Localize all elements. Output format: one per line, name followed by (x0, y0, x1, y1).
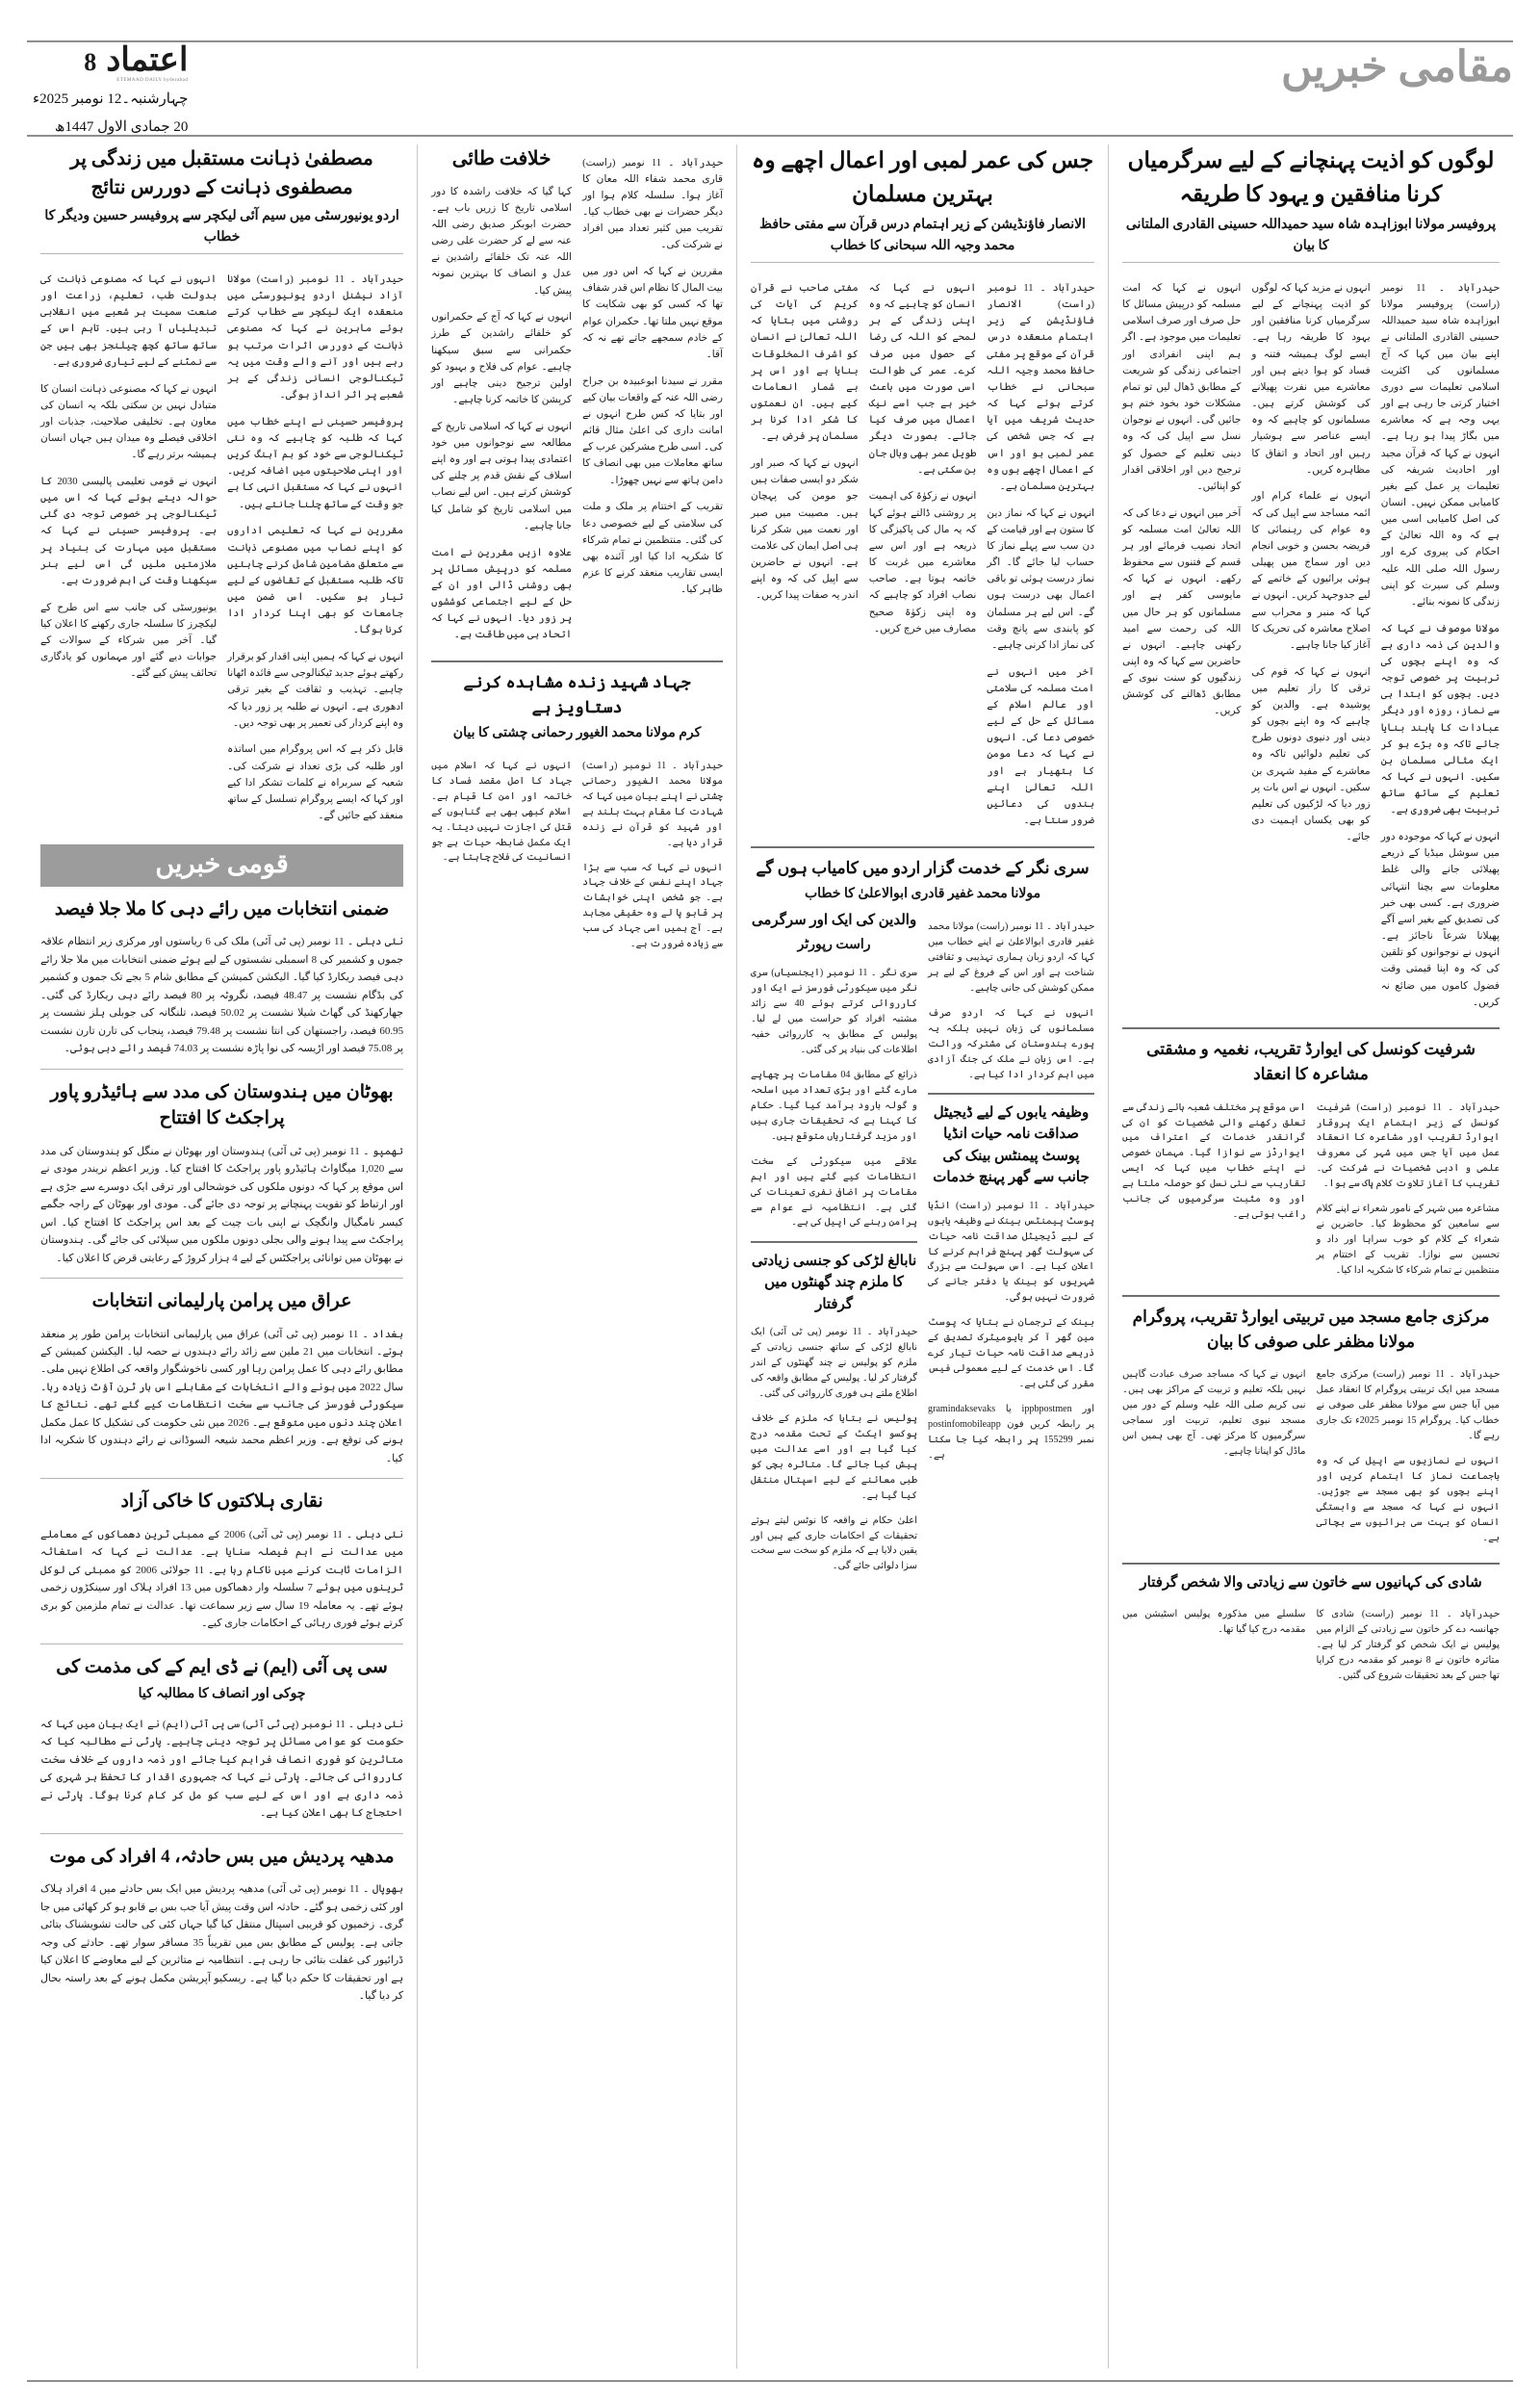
paragraph: ذرائع کے مطابق 04 مقامات پر چھاپے مارے گئے اور بڑی تعداد میں اسلحہ و گولہ بارود برآمد کیا گیا۔ حکام کا کہنا ہے کہ تحقیقات جاری ہیں اور مزید گرفتاریاں متوقع ہیں۔ (751, 1069, 918, 1142)
paragraph: حیدرآباد ۔ 11 نومبر (پی ٹی آئی) ایک نابالغ لڑکی کے ساتھ جنسی زیادتی کے ملزم کو پولیس نے چند گھنٹوں کے اندر گرفتار کر لیا۔ پولیس کے مطابق واقعہ کی اطلاع ملتے ہی فوری کارروائی کی گئی۔ (751, 1327, 918, 1399)
paragraph: پولیس نے بتایا کہ ملزم کے خلاف پوکسو ایکٹ کے تحت مقدمہ درج کیا گیا ہے اور اسے عدالت میں پیش کیا جائے گا۔ متاثرہ بچی کو طبی معائنے کے لیے اسپتال منتقل کیا گیا ہے۔ (751, 1412, 918, 1501)
col-c-sub2 (431, 144, 572, 654)
col-a-story2-sub1 (1317, 1090, 1500, 1288)
col-c-sub1 (582, 144, 723, 654)
paragraph: انہوں نے کہا کہ قوم کی ترقی کا راز تعلیم میں پوشیدہ ہے۔ والدین کو چاہیے کہ وہ اپنے بچوں کو دینی اور دنیوی دونوں طرح کی تعلیم دلوائیں تاکہ وہ معاشرے کے مفید شہری بن سکیں۔ انہوں نے اس بات پر زور دیا کہ لڑکیوں کی تعلیم کو بھی یکساں اہمیت دی جائے۔ (1251, 666, 1371, 843)
paragraph: انہوں نے کہا کہ اسلام میں جہاد کا اصل مقصد فساد کا خاتمہ اور امن کا قیام ہے۔ اسلام کبھی بھی بے گناہوں کے قتل کی اجازت نہیں دیتا۔ یہ ایک مکمل ضابطہ حیات ہے جو انسانیت کی فلاح چاہتا ہے۔ (431, 760, 573, 864)
paragraph: انہوں نے کہا کہ ہمیں اپنی اقدار کو برقرار رکھتے ہوئے جدید ٹیکنالوجی سے فائدہ اٹھانا چاہیے۔ تہذیب و ثقافت کے بغیر ترقی ادھوری ہے۔ انہوں نے طلبہ پر زور دیا کہ وہ اپنے کردار کی تعمیر پر بھی توجہ دیں۔ (227, 652, 404, 729)
col-b-story6-subhead: مولانا محمد غفیر قادری ابوالاعلیٰ کا خطاب (804, 887, 1041, 902)
col-a-story2-headline: شرفیت کونسل کی ایوارڈ تقریب، نغمیہ و مشقتی مشاعرہ کا انعقاد (1146, 1040, 1476, 1083)
col-d-subhead: اردو یونیورسٹی میں سیم آئی لیکچر سے پروفیسر حسین ودیگر کا خطاب (44, 209, 399, 245)
paragraph: اعلیٰ حکام نے واقعہ کا نوٹس لیتے ہوئے تحقیقات کے احکامات جاری کیے ہیں اور یقین دلایا ہے کہ ملزم کو سخت سے سخت سزا دلوائی جائے گی۔ (751, 1514, 918, 1572)
col-a-story3-sub1 (1317, 1358, 1500, 1556)
paragraph: مفتی صاحب نے قرآن کریم کی آیات کی روشنی میں بتایا کہ اللہ تعالیٰ نے انسان کو اشرف المخلوقات بنایا ہے اور اس پر بے شمار انعامات کیے ہیں۔ ان نعمتوں کا شکر ادا کرنا ہر مسلمان پر فرض ہے۔ (751, 282, 859, 443)
national-body: نئی دہلی ۔ 11 نومبر (پی ٹی آئی) 2006 کے ممبئی ٹرین دھماکوں کے معاملے میں عدالت نے اہم فیصلہ سنایا ہے۔ عدالت نے کہا کہ استغاثہ الزامات ثابت کرنے میں ناکام رہا ہے۔ 11 جولائی 2006 کو ممبئی کی لوکل ٹرینوں میں ہوئے 7 سلسلہ وار دھماکوں میں 13 افراد ہلاک اور سینکڑوں زخمی ہوئے تھے۔ یہ معاملہ 19 سال سے زیر سماعت تھا۔ عدالت نے تمام ملزمین کو بری کرتے ہوئے فوری رہائی کے احکامات جاری کیے۔ (40, 1528, 404, 1630)
col-b-mid-grid (751, 910, 1094, 1585)
col-d-sub2 (40, 261, 217, 834)
paragraph: اس موقع پر مختلف شعبہ ہائے زندگی سے تعلق رکھنے والی شخصیات کو ان کی گرانقدر خدمات کے اعتراف میں ایوارڈز سے نوازا گیا۔ مہمان خصوصی نے اپنے خطاب میں کہا کہ ایسی تقاریب سے نئی نسل کو حوصلہ ملتا ہے اور وہ مثبت سرگرمیوں کی جانب راغب ہوتی ہے۔ (1122, 1101, 1306, 1221)
paragraph: انہوں نے کہا کہ سب سے بڑا جہاد اپنے نفس کے خلاف جہاد ہے۔ جو شخص اپنی خواہشات پر قابو پا لے وہ حقیقی مجاہد ہے۔ آج ہمیں اسی جہاد کی سب سے زیادہ ضرورت ہے۔ (582, 862, 724, 950)
national-headline: سی پی آئی (ایم) نے ڈی ایم کے کی مذمت کی (56, 1656, 388, 1677)
paper-brand (33, 44, 188, 138)
divider (40, 253, 403, 254)
column-d (27, 144, 418, 2368)
paragraph: انہوں نے کہا کہ مصنوعی ذہانت انسان کا متبادل نہیں بن سکتی بلکہ یہ انسان کی معاون ہے۔ تخلیقی صلاحیت، جذبات اور اخلاقی فیصلے وہ میدان ہیں جہاں انسان ہمیشہ برتر رہے گا۔ (40, 383, 218, 461)
divider (40, 1643, 403, 1644)
paragraph: انہوں نے کہا کہ نماز دین کا ستون ہے اور قیامت کے دن سب سے پہلے نماز کا حساب لیا جائے گا۔ اگر نماز درست ہوئی تو باقی اعمال بھی درست ہوں گے۔ اس لیے ہر مسلمان کو پابندی سے پانچ وقت کی نماز ادا کرنی چاہیے۔ (987, 507, 1095, 651)
col-b-sub1 (987, 270, 1094, 839)
national-body: بھوپال ۔ 11 نومبر (پی ٹی آئی) مدھیہ پردیش میں ایک بس حادثے میں 4 افراد ہلاک اور کئی زخمی ہو گئے۔ حادثہ اس وقت پیش آیا جب بس بے قابو ہو کر کھائی میں جا گری۔ زخمیوں کو قریبی اسپتال منتقل کیا گیا جہاں کئی کی حالت تشویشناک بتائی جاتی ہے۔ پولیس کے مطابق بس میں تقریباً 35 مسافر سوار تھے۔ حادثے کی وجہ ڈرائیور کی غفلت بتائی جا رہی ہے۔ انتظامیہ نے متاثرین کے لیے معاوضے کا اعلان کیا ہے اور تحقیقات کا حکم دیا گیا ہے۔ ریسکیو آپریشن مکمل ہونے کے بعد راستہ بحال کر دیا گیا۔ (40, 1883, 404, 2003)
col-b-story6-headline-top: سری نگر کے خدمت گزار اردو میں کامیاب ہوں گے (756, 858, 1090, 877)
col-a-body-grid (1122, 270, 1500, 1021)
national-body: بغداد ۔ 11 نومبر (پی ٹی آئی) عراق میں پارلیمانی انتخابات پرامن طور پر منعقد ہوئے۔ انتخابات میں 21 ملین سے زائد رائے دہندوں نے حصہ لیا۔ الیکشن کمیشن کے مطابق رائے دہی کا عمل پرامن رہا اور کسی ناخوشگوار واقعہ کی اطلاع نہیں ملی۔ سال 2022 میں ہونے والے انتخابات کے مقابلے اس بار ٹرن آؤٹ زیادہ رہا۔ سیکورٹی فورسز کی جانب سے سخت انتظامات کیے گئے تھے۔ نتائج کا اعلان چند دنوں میں متوقع ہے۔ 2026 میں نئی حکومت کی تشکیل کا عمل مکمل ہونے کی توقع ہے۔ وزیر اعظم محمد شیعہ السوڈانی نے رائے دہندوں کا شکریہ ادا کیا۔ (40, 1328, 404, 1464)
col-c-top-grid (431, 144, 723, 654)
paragraph: سری نگر ۔ 11 نومبر (ایجنسیاں) سری نگر میں سیکورٹی فورسز نے ایک اور کارروائی کرتے ہوئے 40 سے زائد مشتبہ افراد کو حراست میں لے لیا۔ پولیس کے مطابق یہ کارروائی خفیہ اطلاعات کی بنیاد پر کی گئی۔ (751, 968, 918, 1055)
paragraph: انہوں نے کہا کہ موجودہ دور میں سوشل میڈیا کے ذریعے پھیلائی جانے والی غلط معلومات سے بچنا انتہائی ضروری ہے۔ کسی بھی خبر کی تصدیق کیے بغیر اسے آگے پھیلانا شرعاً ناجائز ہے۔ انہوں نے نوجوانوں کو تلقین کی کہ وہ اپنا قیمتی وقت فضول کاموں میں ضائع نہ کریں۔ (1380, 832, 1500, 1008)
col-a-story3-sub2 (1122, 1358, 1305, 1556)
national-item (40, 1844, 403, 2006)
paragraph: حیدرآباد ۔ 11 نومبر (راست) مولانا آزاد نیشنل اردو یونیورسٹی میں منعقدہ ایک لیکچر سے خطاب کرتے ہوئے ماہرین نے کہا کہ مصنوعی ذہانت کے دوررس اثرات مرتب ہو رہے ہیں اور آنے والے وقت میں یہ ٹیکنالوجی انسانی زندگی کے ہر شعبے پر اثر انداز ہوگی۔ (227, 273, 404, 401)
col-a-story3-headline: مرکزی جامع مسجد میں تربیتی ایوارڈ تقریب، پروگرام مولانا مظفر علی صوفی کا بیان (1132, 1307, 1490, 1351)
paragraph: مولانا موصوف نے کہا کہ والدین کی ذمہ داری ہے کہ وہ اپنے بچوں کی تربیت پر خصوصی توجہ دیں۔ بچوں کو ابتدا ہی سے نماز، روزہ اور دیگر عبادات کا پابند بنایا جائے تاکہ وہ بڑے ہو کر ایک مثالی مسلمان بن سکیں۔ انہوں نے کہا کہ تعلیم کے ساتھ ساتھ تربیت بھی ضروری ہے۔ (1380, 623, 1500, 816)
paragraph: انہوں نے علماء کرام اور ائمہ مساجد سے اپیل کی کہ وہ عوام کی رہنمائی کا فریضہ بحسن و خوبی انجام دیں اور سماج میں پھیلی ہوئی برائیوں کے خاتمے کے لیے جدوجہد کریں۔ انہوں نے کہا کہ منبر و محراب سے اصلاح معاشرہ کی تحریک کا آغاز کیا جانا چاہیے۔ (1251, 491, 1371, 651)
date-gregorian: چہارشنبہ۔12 نومبر 2025ء (33, 91, 189, 107)
col-c-story2-headline: جہاد شہید زندہ مشاہدہ کرنے دستاویز ہے (463, 673, 691, 716)
paragraph: آخر میں انہوں نے دعا کی کہ اللہ تعالیٰ امت مسلمہ کو اتحاد نصیب فرمائے اور ہر قسم کے فتنوں سے محفوظ رکھے۔ انہوں نے کہا کہ مایوسی کفر ہے اور مسلمانوں کو ہر حال میں اللہ کی رحمت سے امید رکھنی چاہیے۔ انہوں نے حاضرین سے کہا کہ وہ اپنی زندگیوں کو سنت نبوی کے مطابق ڈھالنے کی کوشش کریں۔ (1122, 507, 1242, 717)
col-b-story4-headline: وظیفہ یابوں کے لیے ڈیجیٹل صداقت نامہ حیات انڈیا پوسٹ پیمنٹس بینک کی جانب سے گھر پہنچ خدمات (933, 1104, 1090, 1186)
masthead-top-rule (27, 40, 1513, 42)
paragraph: حیدرآباد ۔ 11 نومبر (راست) پروفیسر مولانا ابوزاہدہ شاہ سید حمیداللہ حسینی القادری الملتانی نے اپنے بیان میں کہا کہ آج مسلمانوں کی اکثریت اسلامی تعلیمات سے دوری اختیار کرتی جا رہی ہے اور یہی وجہ ہے کہ معاشرے میں بگاڑ پیدا ہو رہا ہے۔ انہوں نے کہا کہ قرآن مجید اور احادیث شریفہ کی تعلیمات پر عمل کیے بغیر کامیابی ممکن نہیں۔ انسان کی اصل کامیابی اسی میں ہے کہ وہ اللہ تعالیٰ کے احکام کی پیروی کرے اور رسول اللہ صلی اللہ علیہ وسلم کی سیرت کو اپنی زندگی کا نمونہ بنائے۔ (1380, 282, 1500, 608)
col-c-story2-sub1 (582, 749, 723, 963)
national-headline: نقاری ہلاکتوں کا خاکی آزاد (120, 1491, 323, 1513)
paragraph: علاوہ ازیں مقررین نے امت مسلمہ کو درپیش مسائل پر بھی روشنی ڈالی اور ان کے حل کے لیے اجتماعی کوششوں پر زور دیا۔ انہوں نے کہا کہ اتحاد ہی میں طاقت ہے۔ (431, 547, 573, 641)
paragraph: انہوں نے نمازیوں سے اپیل کی کہ وہ باجماعت نماز کا اہتمام کریں اور اپنے بچوں کو بھی مسجد سے جوڑیں۔ انہوں نے کہا کہ مسجد سے وابستگی انسان کو بہت سی برائیوں سے بچاتی ہے۔ (1316, 1455, 1500, 1543)
paragraph: انہوں نے کہا کہ مصنوعی ذہانت کی بدولت طب، تعلیم، زراعت اور صنعت سمیت ہر شعبے میں انقلابی تبدیلیاں آ رہی ہیں۔ تاہم اس کے ساتھ ساتھ کچھ چیلنجز بھی ہیں جن سے نمٹنے کے لیے تیاری ضروری ہے۔ (40, 273, 218, 368)
col-b-sub3 (751, 270, 859, 839)
column-a (1109, 144, 1513, 2368)
paragraph: انہوں نے کہا کہ مساجد صرف عبادت گاہیں نہیں بلکہ تعلیم و تربیت کے مراکز بھی ہیں۔ نبی کریم صلی اللہ علیہ وسلم کے دور میں مسجد نبوی تعلیم، تربیت اور سماجی سرگرمیوں کا مرکز تھی۔ آج بھی ہمیں اس ماڈل کو اپنانا چاہیے۔ (1122, 1369, 1306, 1457)
paragraph: حیدرآباد ۔ 11 نومبر (راست) مرکزی جامع مسجد میں ایک تربیتی پروگرام کا انعقاد عمل میں آیا جس سے مولانا مظفر علی صوفی نے خطاب کیا۔ پروگرام 15 نومبر 2025ء تک جاری رہے گا۔ (1316, 1369, 1501, 1441)
divider (40, 1069, 403, 1070)
national-item (40, 1654, 403, 1823)
paragraph: انہوں نے کہا کہ اسلامی تاریخ کے مطالعہ سے نوجوانوں میں خود اعتمادی پیدا ہوتی ہے اور وہ اپنے اسلاف کے نقش قدم پر چلنے کی کوشش کرتے ہیں۔ اس لیے نصاب میں اسلامی تاریخ کو شامل کیا جانا چاہیے۔ (431, 421, 573, 531)
paragraph: سلسلے میں مذکورہ پولیس اسٹیشن میں مقدمہ درج کیا گیا تھا۔ (1122, 1609, 1306, 1636)
col-a-story4-sub2 (1122, 1597, 1305, 1694)
paragraph: حیدرآباد ۔ 11 نومبر (راست) مولانا محمد غفیر قادری ابوالاعلیٰ نے اپنے خطاب میں کہا کہ اردو زبان ہماری تہذیبی و ثقافتی شناخت ہے اور اس کے فروغ کے لیے ہر ممکن کوشش کی جانی چاہیے۔ (928, 921, 1095, 994)
paragraph: انہوں نے قومی تعلیمی پالیسی 2030 کا حوالہ دیتے ہوئے کہا کہ اس میں ٹیکنالوجی پر خصوصی توجہ دی گئی ہے۔ پروفیسر حسینی نے کہا کہ مستقبل میں مہارت کی بنیاد پر ملازمتیں ملیں گی اس لیے ہنر سیکھنا وقت کی اہم ضرورت ہے۔ (40, 476, 218, 586)
col-a-subhead: پروفیسر مولانا ابوزاہدہ شاہ سید حمیداللہ حسینی القادری الملتانی کا بیان (1125, 218, 1497, 253)
col-b-sub2 (869, 270, 977, 839)
paragraph: حیدرآباد ۔ 11 نومبر (راست) شرفیت کونسل کے زیر اہتمام ایک پروقار ایوارڈ تقریب اور مشاعرہ کا انعقاد عمل میں آیا جس میں شہر کی معروف علمی و ادبی شخصیات نے شرکت کی۔ تقریب کا آغاز تلاوت کلام پاک سے ہوا۔ (1316, 1101, 1500, 1190)
col-c-story2-grid (431, 749, 723, 963)
paragraph: انہوں نے کہا کہ امت مسلمہ کو درپیش مسائل کا حل صرف اور صرف اسلامی تعلیمات میں موجود ہے۔ اگر ہم اپنی انفرادی اور اجتماعی زندگی کو شریعت کے مطابق ڈھال لیں تو تمام مشکلات خود بخود ختم ہو جائیں گی۔ انہوں نے نوجوان نسل سے اپیل کی کہ وہ دینی تعلیم کے حصول کو ترجیح دیں اور اخلاقی اقدار کو اپنائیں۔ (1122, 282, 1242, 492)
national-headline: بھوٹان میں ہندوستان کی مدد سے ہائیڈرو پاور پراجکٹ کا افتتاح (50, 1081, 394, 1129)
national-item (40, 1488, 403, 1632)
national-headline: ضمنی انتخابات میں رائے دہی کا ملا جلا فیصد (54, 898, 390, 919)
national-item (40, 1288, 403, 1467)
masthead (27, 21, 1513, 135)
national-item (40, 1079, 403, 1267)
paragraph: مشاعرہ میں شہر کے نامور شعراء نے اپنے کلام سے سامعین کو محظوظ کیا۔ حاضرین نے شعراء کے کلام کو خوب سراہا اور داد و تحسین سے نوازا۔ تقریب کے اختتام پر منتظمین نے تمام شرکاء کا شکریہ ادا کیا۔ (1316, 1204, 1500, 1277)
divider (751, 1241, 917, 1243)
divider (1122, 1563, 1500, 1565)
column-grid (27, 144, 1513, 2368)
paragraph: حیدرآباد ۔ 11 نومبر (راست) قاری محمد شفاء اللہ معان کا آغاز ہوا۔ سلسلہ کلام ہوا اور دیگر حضرات نے بھی خطاب کیا۔ تقریب میں کثیر تعداد میں افراد نے شرکت کی۔ (582, 157, 724, 251)
divider (40, 1478, 403, 1479)
divider (431, 660, 723, 662)
col-a-story2-grid (1122, 1090, 1500, 1288)
paragraph: مقرر نے سیدنا ابوعبیدہ بن جراح رضی اللہ عنہ کے واقعات بیان کیے اور بتایا کہ کس طرح انہوں نے امانت داری کی اعلیٰ مثال قائم کی۔ اسی طرح مشرکین عرب کے ساتھ معاملات میں بھی انصاف کا دامن ہاتھ سے نہیں چھوڑا۔ (582, 375, 724, 486)
paragraph: پروفیسر حسینی نے اپنے خطاب میں کہا کہ طلبہ کو چاہیے کہ وہ نئی ٹیکنالوجی سے خود کو ہم آہنگ کریں اور اپنی صلاحیتوں میں اضافہ کریں۔ انہوں نے کہا کہ مستقبل انہی کا ہے جو وقت کے ساتھ چلنا جانتے ہیں۔ (227, 416, 404, 510)
national-body: نئی دہلی ۔ 11 نومبر (پی ٹی آئی) ملک کی 6 ریاستوں اور مرکزی زیر انتظام علاقہ جموں و کشمیر کی 8 اسمبلی نشستوں کے لیے ہوئے ضمنی انتخابات میں ملا جلا رائے دہی فیصد ریکارڈ کیا گیا۔ الیکشن کمیشن کے مطابق شام 5 بجے تک جموں و کشمیر کی بڈگام نشست پر 48.47 فیصد، نگروٹہ پر 80 فیصد رائے دہی ریکارڈ کی گئی۔ جھارکھنڈ کی گھاٹ شیلا نشست پر 50.02 فیصد، تلنگانہ کی جوبلی ہلز نشست پر 60.95 فیصد، راجستھان کی انتا نشست پر 79.48 فیصد، پنجاب کی تارن تارن نشست پر 75.08 فیصد اور اڑیسہ کی نوا پاڑہ نشست پر 74.03 فیصد رائے دہی ہوئی۔ (40, 936, 404, 1055)
col-b-mid-sub2 (751, 910, 917, 1585)
page-section-title: مقامی خبریں (1281, 43, 1513, 91)
col-a-sub1 (1381, 270, 1500, 1021)
col-b-story5-headline: والدین کی ایک اور سرگرمی (751, 912, 917, 928)
paragraph: حیدرآباد ۔ 11 نومبر (راست) انڈیا پوسٹ پیمنٹس بینک نے وظیفہ یابوں کے لیے ڈیجیٹل صداقت نامہ حیات کی سہولت گھر پہنچ فراہم کرنے کا اعلان کیا ہے۔ اس سہولت سے بزرگ شہریوں کو بینک یا دفتر جانے کی ضرورت نہیں ہوگی۔ (928, 1200, 1095, 1304)
col-c-story2-sub2 (431, 749, 572, 963)
national-subhead: چوکی اور انصاف کا مطالبہ کیا (138, 1687, 306, 1702)
national-news-banner: قومی خبریں (40, 844, 403, 887)
col-a-headline: لوگوں کو اذیت پہنچانے کے لیے سرگرمیاں کرنا منافقین و یہود کا طریقہ (1127, 148, 1495, 206)
col-b-subhead: الانصار فاؤنڈیشن کے زیر اہتمام درس قرآن سے مفتی حافظ محمد وجیہ اللہ سبحانی کا خطاب (759, 218, 1087, 253)
col-b-mid-sub1 (928, 910, 1094, 1585)
paragraph: انہوں نے کہا کہ اردو صرف مسلمانوں کی زبان نہیں بلکہ یہ پورے ہندوستان کی مشترکہ وراثت ہے۔ اس زبان نے ملک کی جنگ آزادی میں اہم کردار ادا کیا ہے۔ (928, 1007, 1095, 1080)
paragraph: انہوں نے کہا کہ آج کے حکمرانوں کو خلفائے راشدین کے طرز حکمرانی سے سبق سیکھنا چاہیے۔ عوام کی فلاح و بہبود کو اولین ترجیح دینی چاہیے اور کرپشن کا خاتمہ کرنا چاہیے۔ (431, 312, 573, 406)
paragraph: انہوں نے کہا کہ صبر اور شکر دو ایسی صفات ہیں جو مومن کی پہچان ہیں۔ مصیبت میں صبر اور نعمت میں شکر کرنا ہی اصل ایمان کی علامت ہے۔ انہوں نے حاضرین سے اپیل کی کہ وہ اپنے اندر یہ صفات پیدا کریں۔ (751, 458, 859, 602)
paragraph: قابل ذکر ہے کہ اس پروگرام میں اساتذہ اور طلبہ کی بڑی تعداد نے شرکت کی۔ شعبہ کے سربراہ نے کلمات تشکر ادا کیے اور کہا کہ ایسے پروگرام تسلسل کے ساتھ منعقد کیے جائیں گے۔ (227, 744, 404, 822)
col-a-sub2 (1251, 270, 1370, 1021)
col-d-headline: مصطفیٰ ذہانت مستقبل میں زندگی پر مصطفوی ذہانت کے دوررس نتائج (70, 148, 373, 198)
divider (40, 1278, 403, 1279)
divider (40, 1833, 403, 1834)
col-d-body-grid (40, 261, 403, 834)
paragraph: تقریب کے اختتام پر ملک و ملت کی سلامتی کے لیے خصوصی دعا کی گئی۔ منتظمین نے تمام شرکاء کا شکریہ ادا کیا اور آئندہ بھی ایسی تقاریب منعقد کرنے کا عزم ظاہر کیا۔ (582, 502, 724, 596)
col-a-story4-sub1 (1317, 1597, 1500, 1694)
col-a-story4-grid (1122, 1597, 1500, 1694)
col-d-sub1 (227, 261, 403, 834)
paragraph: حیدرآباد ۔ 11 نومبر (راست) شادی کا جھانسہ دے کر خاتون سے زیادتی کے الزام میں پولیس نے ایک شخص کو گرفتار کر لیا ہے۔ متاثرہ خاتون نے 8 نومبر کو مقدمہ درج کرایا تھا جس کے بعد تحقیقات شروع کی گئیں۔ (1316, 1609, 1500, 1681)
divider (751, 846, 1094, 848)
paper-name: اعتماد (106, 42, 189, 78)
col-a-story4-headline: شادی کی کہانیوں سے خاتون سے زیادتی والا شخص گرفتار (1140, 1574, 1482, 1591)
col-b-story2-byline: راست رپورٹر (797, 938, 871, 953)
col-b-story3-headline: نابالغ لڑکی کو جنسی زیادتی کا ملزم چند گھنٹوں میں گرفتار (751, 1253, 917, 1312)
paragraph: مقررین نے کہا کہ تعلیمی اداروں کو اپنے نصاب میں مصنوعی ذہانت سے متعلق مضامین شامل کرنے چاہئیں تاکہ طلبہ مستقبل کے تقاضوں کے لیے تیار ہو سکیں۔ اس ضمن میں جامعات کو بھی اپنا کردار ادا کرنا ہوگا۔ (227, 526, 404, 636)
col-b-story4-contacts: gramindaksevaks یا ippbpostmen اور postinfomobileapp پر رابطہ کریں فون نمبر 155299 پر رابطہ کیا جا سکتا ہے۔ (928, 1404, 1095, 1461)
divider (1122, 1027, 1500, 1029)
national-item (40, 896, 403, 1058)
paragraph: علاقے میں سیکورٹی کے سخت انتظامات کیے گئے ہیں اور اہم مقامات پر اضافی نفری تعینات کی گئی ہے۔ انتظامیہ نے عوام سے پرامن رہنے کی اپیل کی ہے۔ (751, 1155, 918, 1229)
paragraph: آخر میں انہوں نے امت مسلمہ کی سلامتی اور عالم اسلام کے مسائل کے حل کے لیے خصوصی دعا کی۔ انہوں نے کہا کہ دعا مومن کا ہتھیار ہے اور اللہ تعالیٰ اپنے بندوں کی دعائیں ضرور سنتا ہے۔ (987, 666, 1095, 826)
col-a-story2-sub2 (1122, 1090, 1305, 1288)
col-b-headline: جس کی عمر لمبی اور اعمال اچھے وہ بہترین مسلمان (752, 148, 1094, 206)
national-body: نئی دہلی ۔ 11 نومبر (پی ٹی آئی) سی پی آئی (ایم) نے ایک بیان میں کہا کہ حکومت کو عوامی مسائل پر توجہ دینی چاہیے۔ پارٹی نے مطالبہ کیا کہ متاثرین کو فوری انصاف فراہم کیا جائے اور ذمہ داروں کے خلاف سخت کارروائی کی جائے۔ پارٹی نے کہا کہ جمہوری اقدار کا تحفظ ہر شہری کی ذمہ داری ہے اور اس کے لیے سب کو مل کر کام کرنا ہوگا۔ پارٹی نے احتجاج کا بھی اعلان کیا ہے۔ (40, 1718, 404, 1820)
divider (1122, 1295, 1500, 1297)
col-b-body-grid (751, 270, 1094, 839)
masthead-bottom-rule (27, 135, 1513, 137)
national-headline: مدھیہ پردیش میں بس حادثہ، 4 افراد کی موت (49, 1846, 395, 1867)
national-body: تھمپو ۔ 11 نومبر (پی ٹی آئی) ہندوستان اور بھوٹان نے منگل کو ہندوستان کی مدد سے 1,020 میگاواٹ ہائیڈرو پاور پراجکٹ کا افتتاح کیا۔ وزیر اعظم نریندر مودی نے اس موقع پر کہا کہ دونوں ملکوں کی خوشحالی اور ترقی ایک دوسرے سے جڑی ہے اور ارتباط کو تقویت پہنچانے پر توجہ دی جائے گی۔ مودی اور بھوٹان کے راجہ جگمے کیسر نامگیال وانگچک نے اپنی بات چیت کے بعد اس پراجکٹ کا افتتاح کیا۔ اس پراجکٹ سے پیدا ہونے والی بجلی دونوں ملکوں میں سپلائی کی جائے گی۔ ہندوستان نے بھوٹان میں توانائی پراجکٹس کے لیے 4 ہزار کروڑ کے رعایتی قرض کا اعلان کیا۔ (40, 1145, 404, 1264)
column-c (418, 144, 737, 2368)
paragraph: حیدرآباد ۔ 11 نومبر (راست) الانصار فاؤنڈیشن کے زیر اہتمام منعقدہ درس قرآن کے موقع پر مفتی حافظ محمد وجیہ اللہ سبحانی نے خطاب کرتے ہوئے کہا کہ حدیث شریف میں آیا ہے کہ جس شخص کی عمر لمبی ہو اور اس کے اعمال اچھے ہوں وہ بہترین مسلمان ہے۔ (987, 282, 1095, 492)
page-bottom-rule (27, 2380, 1513, 2382)
col-a-story3-grid (1122, 1358, 1500, 1556)
column-b (737, 144, 1109, 2368)
col-c-story2-subhead: کرم مولانا محمد الغیور رحمانی چشتی کا بیان (452, 726, 702, 741)
national-headline: عراق میں پرامن پارلیمانی انتخابات (91, 1290, 352, 1311)
divider (751, 262, 1094, 263)
page-number: 8 (84, 48, 97, 76)
paragraph: انہوں نے کہا کہ انسان کو چاہیے کہ وہ اپنی زندگی کے ہر لمحے کو اللہ کی رضا کے حصول میں صرف کرے۔ عمر کی طوالت اسی صورت میں باعث خیر ہے جب اسے نیک اعمال میں صرف کیا جائے۔ بصورت دیگر طویل عمر بھی وبال جان بن سکتی ہے۔ (868, 282, 977, 476)
col-a-sub3 (1122, 270, 1241, 1021)
paper-subtitle: ETEMAAD DAILY hyderabad (116, 78, 189, 83)
paragraph: انہوں نے مزید کہا کہ لوگوں کو اذیت پہنچانے کے لیے سرگرمیاں کرنا منافقین اور یہود کا طریقہ رہا ہے۔ ایسے لوگ ہمیشہ فتنہ و فساد کو ہوا دیتے ہیں اور معاشرے میں نفرت پھیلانے کی کوشش کرتے ہیں۔ مسلمانوں کو چاہیے کہ وہ ایسے عناصر سے ہوشیار رہیں اور اتحاد و اتفاق کا مظاہرہ کریں۔ (1251, 282, 1371, 476)
paragraph: بینک کے ترجمان نے بتایا کہ پوسٹ مین گھر آ کر بایومیٹرک تصدیق کے ذریعے صداقت نامہ حیات تیار کرے گا۔ اس خدمت کے لیے معمولی فیس مقرر کی گئی ہے۔ (928, 1317, 1095, 1390)
divider (1122, 262, 1500, 263)
paragraph: مقررین نے کہا کہ اس دور میں بیت المال کا نظام اس قدر شفاف تھا کہ کسی کو بھی شکایت کا موقع نہیں ملتا تھا۔ حکمران عوام کے خادم سمجھے جاتے تھے نہ کہ آقا۔ (582, 267, 724, 360)
paragraph: انہوں نے زکوٰۃ کی اہمیت پر روشنی ڈالتے ہوئے کہا کہ یہ مال کی پاکیزگی کا ذریعہ ہے اور اس سے معاشرے میں غربت کا خاتمہ ہوتا ہے۔ صاحب نصاب افراد کو چاہیے کہ وہ اپنی زکوٰۃ صحیح مصارف میں خرچ کریں۔ (868, 491, 977, 634)
col-c-headline: خلافت طائی (451, 148, 552, 169)
date-hijri: 20 جمادی الاول 1447ھ (54, 118, 189, 135)
divider (928, 1093, 1094, 1095)
paragraph: یونیورسٹی کی جانب سے اس طرح کے لیکچرز کا سلسلہ جاری رکھنے کا اعلان کیا گیا۔ آخر میں شرکاء کے سوالات کے جوابات دیے گئے اور مہمانوں کو یادگاری تحائف پیش کیے گئے۔ (40, 602, 218, 680)
paragraph: حیدرآباد ۔ 11 نومبر (راست) مولانا محمد الغیور رحمانی چشتی نے اپنے بیان میں کہا کہ شہادت کا مقام بہت بلند ہے اور شہید کو قرآن نے زندہ قرار دیا ہے۔ (582, 760, 724, 848)
paragraph: کہا گیا کہ خلافت راشدہ کا دور اسلامی تاریخ کا زریں باب ہے۔ حضرت ابوبکر صدیق رضی اللہ عنہ سے لے کر حضرت علی رضی اللہ عنہ تک خلفائے راشدین نے عدل و انصاف کا بہترین نمونہ پیش کیا۔ (431, 186, 573, 297)
